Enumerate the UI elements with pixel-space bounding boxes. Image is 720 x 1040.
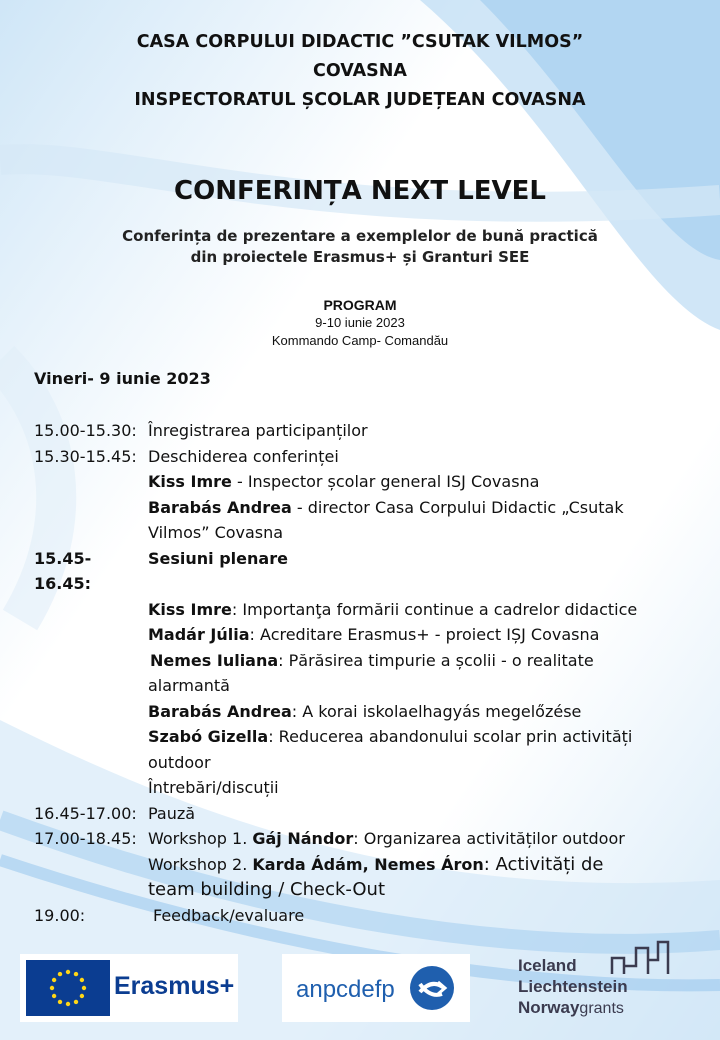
talk-line bbox=[34, 622, 694, 648]
workshop-title: : Activități de bbox=[483, 853, 604, 875]
day-heading: Vineri- 9 iunie 2023 bbox=[34, 369, 211, 388]
row-text: Sesiuni plenare bbox=[148, 548, 288, 568]
anpcdefp-logo bbox=[282, 954, 470, 1022]
erasmus-wordmark: Erasmus+ bbox=[114, 972, 235, 1000]
talk-line-cont: outdoor bbox=[148, 752, 211, 772]
speaker-role: - Inspector școlar general ISJ Covasna bbox=[231, 472, 540, 491]
talk-title: : Părăsirea timpurie a școlii - o realitate bbox=[278, 650, 594, 670]
workshop-label: Workshop 1. bbox=[148, 829, 253, 848]
row-time: 17.00-18.45: bbox=[34, 829, 137, 848]
program-label: PROGRAM bbox=[323, 297, 397, 313]
talk-title: : A korai iskolaelhagyás megelőzése bbox=[291, 701, 582, 721]
grants-squares-icon bbox=[610, 940, 670, 976]
row-time: 15.45-16.45: bbox=[34, 548, 92, 593]
program-info bbox=[0, 296, 720, 350]
speaker-name: Nemes Iuliana bbox=[150, 650, 279, 670]
speaker-role: - director Casa Corpului Didactic „Csutak bbox=[291, 497, 624, 517]
header-line-1: CASA CORPULUI DIDACTIC ”CSUTAK VILMOS” bbox=[136, 32, 584, 52]
speaker-line bbox=[34, 495, 694, 521]
program-place: Kommando Camp- Comandău bbox=[271, 333, 449, 348]
grants-liechtenstein: Liechtenstein bbox=[518, 977, 628, 996]
workshop-title: : Organizarea activităților outdoor bbox=[353, 829, 625, 848]
grants-iceland: Iceland bbox=[518, 956, 577, 975]
header-line-3: INSPECTORATUL ȘCOLAR JUDEȚEAN COVASNA bbox=[134, 90, 586, 110]
eea-grants-logo bbox=[518, 940, 688, 1024]
talk-line bbox=[34, 724, 694, 750]
conference-title: CONFERINȚA NEXT LEVEL bbox=[174, 176, 546, 206]
schedule-row bbox=[34, 903, 694, 929]
talk-line bbox=[34, 597, 694, 623]
workshop-label: Workshop 2. bbox=[148, 854, 253, 874]
talk-title: : Acreditare Erasmus+ - proiect IȘJ Covasna bbox=[249, 625, 600, 644]
speaker-name: Karda Ádám, Nemes Áron bbox=[252, 854, 484, 874]
schedule-row bbox=[34, 444, 694, 470]
speaker-name: Kiss Imre bbox=[148, 599, 232, 619]
organizer-header bbox=[0, 28, 720, 115]
speaker-name: Barabás Andrea bbox=[148, 497, 292, 517]
subtitle-line-2: din proiectele Erasmus+ și Granturi SEE bbox=[190, 248, 530, 266]
program-dates: 9-10 iunie 2023 bbox=[315, 315, 405, 330]
workshop-line bbox=[34, 852, 694, 878]
row-time: 16.45-17.00: bbox=[34, 803, 137, 823]
row-time: 15.30-15.45: bbox=[34, 446, 137, 466]
schedule-row bbox=[34, 826, 694, 852]
erasmus-logo bbox=[20, 954, 238, 1022]
row-text: Feedback/evaluare bbox=[153, 905, 305, 925]
subtitle-line-1: Conferința de prezentare a exemplelor de bună practică bbox=[122, 227, 598, 245]
talk-title: : Importanţa formării continue a cadrelor didactice bbox=[231, 599, 638, 619]
row-text: Deschiderea conferinței bbox=[148, 446, 339, 466]
schedule-row bbox=[34, 801, 694, 827]
speaker-line-cont: Vilmos” Covasna bbox=[148, 523, 284, 542]
speaker-name: Szabó Gizella bbox=[148, 727, 269, 746]
header-line-2: COVASNA bbox=[313, 61, 407, 81]
row-text bbox=[148, 826, 694, 852]
speaker-name: Kiss Imre bbox=[148, 472, 232, 491]
anpcdefp-wordmark: anpcdefp bbox=[296, 976, 395, 1003]
grants-norway-line bbox=[518, 998, 624, 1018]
schedule-row bbox=[34, 418, 694, 444]
row-time: 15.00-15.30: bbox=[34, 421, 137, 440]
conference-subtitle bbox=[0, 226, 720, 268]
grants-norway: Norway bbox=[518, 998, 580, 1017]
talk-title: : Reducerea abandonului scolar prin activități bbox=[268, 727, 633, 746]
workshop-line-cont: team building / Check-Out bbox=[148, 879, 386, 900]
row-text: Înregistrarea participanților bbox=[148, 421, 368, 440]
row-text: Pauză bbox=[148, 803, 196, 823]
talk-line-cont: alarmantă bbox=[148, 676, 230, 695]
schedule-row bbox=[34, 546, 694, 597]
speaker-name: Gáj Nándor bbox=[252, 829, 354, 848]
talk-line bbox=[34, 648, 694, 674]
speaker-line bbox=[34, 469, 694, 495]
speaker-name: Barabás Andrea bbox=[148, 701, 292, 721]
talk-line bbox=[34, 699, 694, 725]
eu-flag-icon bbox=[26, 960, 110, 1016]
questions-line: Întrebări/discuții bbox=[148, 778, 279, 797]
speaker-name: Madár Júlia bbox=[148, 625, 250, 644]
anpcdefp-emblem-icon bbox=[408, 964, 456, 1012]
schedule bbox=[34, 418, 694, 928]
row-time: 19.00: bbox=[34, 905, 86, 925]
grants-word: grants bbox=[579, 1000, 624, 1017]
